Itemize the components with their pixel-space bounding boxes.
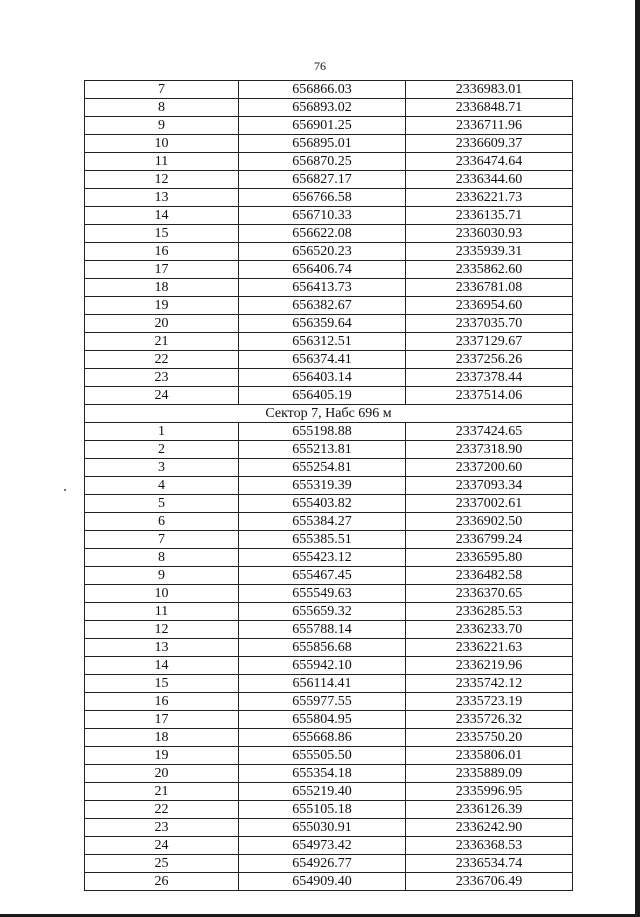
point-number: 22 bbox=[85, 351, 239, 369]
table-row bbox=[85, 873, 573, 891]
table-row bbox=[85, 531, 573, 549]
coord-y: 2336848.71 bbox=[406, 99, 573, 117]
coord-x: 656895.01 bbox=[239, 135, 406, 153]
point-number: 20 bbox=[85, 315, 239, 333]
table-row bbox=[85, 369, 573, 387]
point-number: 19 bbox=[85, 297, 239, 315]
coord-y: 2336711.96 bbox=[406, 117, 573, 135]
point-number: 14 bbox=[85, 207, 239, 225]
coord-y: 2336474.64 bbox=[406, 153, 573, 171]
coord-x: 656406.74 bbox=[239, 261, 406, 279]
point-number: 10 bbox=[85, 585, 239, 603]
table-row bbox=[85, 189, 573, 207]
table-row bbox=[85, 225, 573, 243]
point-number: 19 bbox=[85, 747, 239, 765]
point-number: 8 bbox=[85, 99, 239, 117]
coord-x: 655549.63 bbox=[239, 585, 406, 603]
coord-y: 2336368.53 bbox=[406, 837, 573, 855]
table-row bbox=[85, 459, 573, 477]
coord-x: 655668.86 bbox=[239, 729, 406, 747]
coord-y: 2336954.60 bbox=[406, 297, 573, 315]
table-row bbox=[85, 351, 573, 369]
table-row bbox=[85, 171, 573, 189]
table-row bbox=[85, 495, 573, 513]
coord-y: 2335742.12 bbox=[406, 675, 573, 693]
table-row bbox=[85, 387, 573, 405]
table-row bbox=[85, 513, 573, 531]
point-number: 23 bbox=[85, 369, 239, 387]
coord-y: 2337093.34 bbox=[406, 477, 573, 495]
point-number: 7 bbox=[85, 81, 239, 99]
section-header-group bbox=[85, 405, 573, 423]
coord-x: 655105.18 bbox=[239, 801, 406, 819]
coordinates-group-a bbox=[85, 81, 573, 405]
coord-y: 2336344.60 bbox=[406, 171, 573, 189]
coord-x: 655219.40 bbox=[239, 783, 406, 801]
table-row bbox=[85, 567, 573, 585]
table-row bbox=[85, 675, 573, 693]
scan-border-right bbox=[635, 0, 640, 917]
coord-x: 655403.82 bbox=[239, 495, 406, 513]
coord-y: 2336902.50 bbox=[406, 513, 573, 531]
point-number: 1 bbox=[85, 423, 239, 441]
coord-x: 656312.51 bbox=[239, 333, 406, 351]
coord-x: 655467.45 bbox=[239, 567, 406, 585]
page-number: 76 bbox=[314, 59, 326, 73]
point-number: 17 bbox=[85, 261, 239, 279]
coord-x: 655254.81 bbox=[239, 459, 406, 477]
coord-y: 2336285.53 bbox=[406, 603, 573, 621]
coord-y: 2337256.26 bbox=[406, 351, 573, 369]
coord-x: 655384.27 bbox=[239, 513, 406, 531]
point-number: 5 bbox=[85, 495, 239, 513]
table-row bbox=[85, 81, 573, 99]
coord-x: 656520.23 bbox=[239, 243, 406, 261]
coord-y: 2336799.24 bbox=[406, 531, 573, 549]
coord-y: 2335726.32 bbox=[406, 711, 573, 729]
point-number: 21 bbox=[85, 783, 239, 801]
point-number: 24 bbox=[85, 387, 239, 405]
coord-x: 655977.55 bbox=[239, 693, 406, 711]
coord-y: 2335862.60 bbox=[406, 261, 573, 279]
coord-x: 656893.02 bbox=[239, 99, 406, 117]
scan-speck bbox=[64, 489, 66, 491]
coord-x: 656622.08 bbox=[239, 225, 406, 243]
table-row bbox=[85, 819, 573, 837]
coord-y: 2337514.06 bbox=[406, 387, 573, 405]
coord-x: 656870.25 bbox=[239, 153, 406, 171]
table-row bbox=[85, 315, 573, 333]
coord-x: 655423.12 bbox=[239, 549, 406, 567]
coord-x: 655213.81 bbox=[239, 441, 406, 459]
point-number: 20 bbox=[85, 765, 239, 783]
table-row bbox=[85, 585, 573, 603]
table-row bbox=[85, 549, 573, 567]
coordinates-table bbox=[84, 80, 573, 891]
point-number: 15 bbox=[85, 225, 239, 243]
table-row bbox=[85, 207, 573, 225]
coord-x: 655319.39 bbox=[239, 477, 406, 495]
coord-y: 2337424.65 bbox=[406, 423, 573, 441]
table-row bbox=[85, 711, 573, 729]
coord-y: 2336126.39 bbox=[406, 801, 573, 819]
coord-x: 656766.58 bbox=[239, 189, 406, 207]
table-row bbox=[85, 297, 573, 315]
table-row bbox=[85, 279, 573, 297]
coord-y: 2336233.70 bbox=[406, 621, 573, 639]
coord-y: 2336219.96 bbox=[406, 657, 573, 675]
coord-x: 655856.68 bbox=[239, 639, 406, 657]
coord-y: 2335750.20 bbox=[406, 729, 573, 747]
point-number: 7 bbox=[85, 531, 239, 549]
table-row bbox=[85, 837, 573, 855]
coord-x: 655385.51 bbox=[239, 531, 406, 549]
table-row bbox=[85, 153, 573, 171]
coord-y: 2337002.61 bbox=[406, 495, 573, 513]
coord-y: 2336370.65 bbox=[406, 585, 573, 603]
section-title: Сектор 7, Набс 696 м bbox=[85, 405, 573, 423]
coordinates-group-b bbox=[85, 423, 573, 891]
coord-y: 2336221.73 bbox=[406, 189, 573, 207]
coord-y: 2337318.90 bbox=[406, 441, 573, 459]
coord-y: 2336030.93 bbox=[406, 225, 573, 243]
table-row bbox=[85, 333, 573, 351]
coord-x: 656374.41 bbox=[239, 351, 406, 369]
table-row bbox=[85, 783, 573, 801]
point-number: 25 bbox=[85, 855, 239, 873]
point-number: 23 bbox=[85, 819, 239, 837]
coord-x: 656710.33 bbox=[239, 207, 406, 225]
coord-y: 2335939.31 bbox=[406, 243, 573, 261]
table-row bbox=[85, 693, 573, 711]
point-number: 22 bbox=[85, 801, 239, 819]
point-number: 9 bbox=[85, 567, 239, 585]
coord-x: 656403.14 bbox=[239, 369, 406, 387]
table-row bbox=[85, 261, 573, 279]
coord-x: 656382.67 bbox=[239, 297, 406, 315]
coord-x: 654926.77 bbox=[239, 855, 406, 873]
coord-x: 656114.41 bbox=[239, 675, 406, 693]
table-row bbox=[85, 765, 573, 783]
point-number: 14 bbox=[85, 657, 239, 675]
point-number: 18 bbox=[85, 729, 239, 747]
point-number: 11 bbox=[85, 603, 239, 621]
coord-x: 656827.17 bbox=[239, 171, 406, 189]
point-number: 3 bbox=[85, 459, 239, 477]
coord-x: 654909.40 bbox=[239, 873, 406, 891]
point-number: 4 bbox=[85, 477, 239, 495]
coord-x: 654973.42 bbox=[239, 837, 406, 855]
point-number: 6 bbox=[85, 513, 239, 531]
table-row bbox=[85, 639, 573, 657]
point-number: 11 bbox=[85, 153, 239, 171]
table-row bbox=[85, 747, 573, 765]
point-number: 12 bbox=[85, 171, 239, 189]
point-number: 18 bbox=[85, 279, 239, 297]
coord-y: 2336221.63 bbox=[406, 639, 573, 657]
coord-x: 656413.73 bbox=[239, 279, 406, 297]
coord-y: 2337200.60 bbox=[406, 459, 573, 477]
table-row bbox=[85, 855, 573, 873]
point-number: 15 bbox=[85, 675, 239, 693]
coord-y: 2336983.01 bbox=[406, 81, 573, 99]
coord-x: 656901.25 bbox=[239, 117, 406, 135]
coord-y: 2337035.70 bbox=[406, 315, 573, 333]
point-number: 17 bbox=[85, 711, 239, 729]
coord-x: 655198.88 bbox=[239, 423, 406, 441]
coord-y: 2336242.90 bbox=[406, 819, 573, 837]
coord-y: 2337129.67 bbox=[406, 333, 573, 351]
table-row bbox=[85, 135, 573, 153]
coord-x: 656405.19 bbox=[239, 387, 406, 405]
table-row bbox=[85, 423, 573, 441]
coord-y: 2335806.01 bbox=[406, 747, 573, 765]
coord-y: 2335996.95 bbox=[406, 783, 573, 801]
point-number: 12 bbox=[85, 621, 239, 639]
coord-y: 2336534.74 bbox=[406, 855, 573, 873]
table-row bbox=[85, 621, 573, 639]
point-number: 13 bbox=[85, 639, 239, 657]
coord-y: 2336781.08 bbox=[406, 279, 573, 297]
coord-x: 655354.18 bbox=[239, 765, 406, 783]
coord-x: 655942.10 bbox=[239, 657, 406, 675]
coord-y: 2336609.37 bbox=[406, 135, 573, 153]
point-number: 16 bbox=[85, 693, 239, 711]
coord-x: 655804.95 bbox=[239, 711, 406, 729]
point-number: 8 bbox=[85, 549, 239, 567]
point-number: 13 bbox=[85, 189, 239, 207]
section-header-row bbox=[85, 405, 573, 423]
table-row bbox=[85, 441, 573, 459]
coord-y: 2337378.44 bbox=[406, 369, 573, 387]
coord-x: 655659.32 bbox=[239, 603, 406, 621]
table-row bbox=[85, 729, 573, 747]
point-number: 2 bbox=[85, 441, 239, 459]
point-number: 10 bbox=[85, 135, 239, 153]
coord-y: 2335723.19 bbox=[406, 693, 573, 711]
table-row bbox=[85, 603, 573, 621]
coord-y: 2335889.09 bbox=[406, 765, 573, 783]
point-number: 24 bbox=[85, 837, 239, 855]
point-number: 9 bbox=[85, 117, 239, 135]
coord-y: 2336482.58 bbox=[406, 567, 573, 585]
table-row bbox=[85, 117, 573, 135]
table-row bbox=[85, 657, 573, 675]
table-row bbox=[85, 99, 573, 117]
coord-x: 656359.64 bbox=[239, 315, 406, 333]
point-number: 21 bbox=[85, 333, 239, 351]
coord-y: 2336135.71 bbox=[406, 207, 573, 225]
point-number: 16 bbox=[85, 243, 239, 261]
coord-y: 2336706.49 bbox=[406, 873, 573, 891]
coord-x: 655788.14 bbox=[239, 621, 406, 639]
table-row bbox=[85, 477, 573, 495]
point-number: 26 bbox=[85, 873, 239, 891]
table-row bbox=[85, 243, 573, 261]
coord-x: 656866.03 bbox=[239, 81, 406, 99]
coord-y: 2336595.80 bbox=[406, 549, 573, 567]
coord-x: 655505.50 bbox=[239, 747, 406, 765]
table-row bbox=[85, 801, 573, 819]
coord-x: 655030.91 bbox=[239, 819, 406, 837]
